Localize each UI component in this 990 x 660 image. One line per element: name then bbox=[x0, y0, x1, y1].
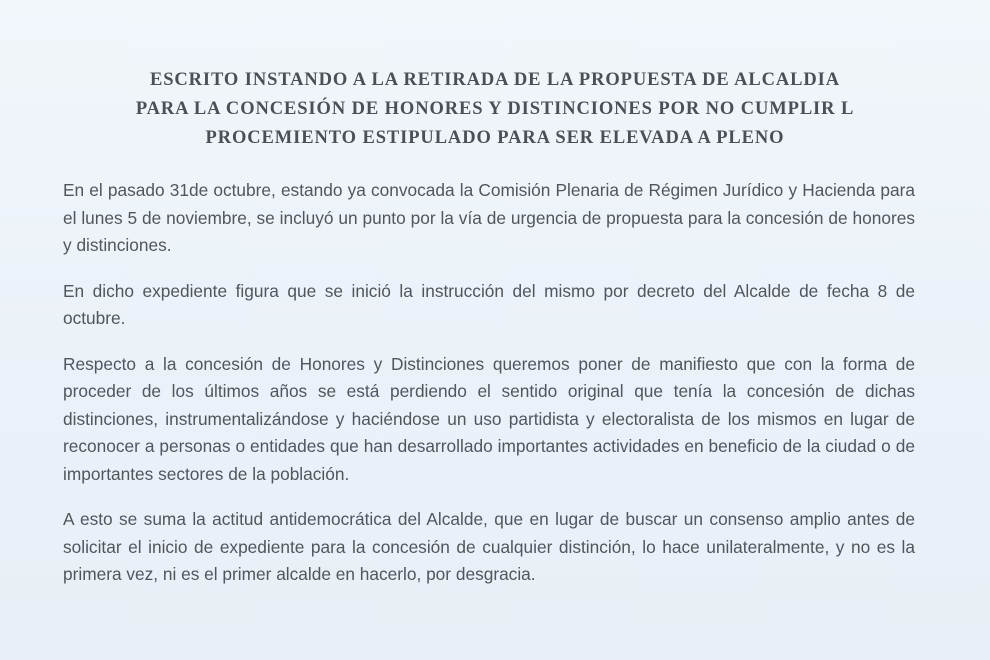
title-line: ESCRITO INSTANDO A LA RETIRADA DE LA PROPUESTA DE ALCALDIA bbox=[149, 70, 841, 90]
document-title bbox=[60, 66, 930, 153]
paragraph: En el pasado 31de octubre, estando ya convocada la Comisión Plenaria de Régimen Jurídico y Hacienda para el lunes 5 de noviembre, se incluyó un punto por la vía de urgencia de propuesta para la concesión de honores y distinciones. bbox=[63, 180, 915, 255]
document-body bbox=[63, 177, 915, 607]
paragraph: Respecto a la concesión de Honores y Distinciones queremos poner de manifiesto que con la forma de proceder de los últimos años se está perdiendo el sentido original que tenía la concesión de dichas distinciones, instrumentalizándose y haciéndose un uso partidista y electoralista de los mismos en lugar de reconocer a personas o entidades que han desarrollado importantes actividades en beneficio de la ciudad o de importantes sectores de la población. bbox=[63, 353, 915, 484]
paragraph: En dicho expediente figura que se inició la instrucción del mismo por decreto del Alcalde de fecha 8 de octubre. bbox=[63, 280, 915, 328]
title-line: PARA LA CONCESIÓN DE HONORES Y DISTINCIONES POR NO CUMPLIR L bbox=[135, 99, 855, 119]
paragraph: A esto se suma la actitud antidemocrática del Alcalde, que en lugar de buscar un consenso amplio antes de solicitar el inicio de expediente para la concesión de cualquier distinción, lo hace unilateralmente, y no es la primera vez, ni es el primer alcalde en hacerlo, por desgracia. bbox=[63, 509, 915, 584]
title-line: PROCEMIENTO ESTIPULADO PARA SER ELEVADA A PLENO bbox=[205, 128, 785, 148]
